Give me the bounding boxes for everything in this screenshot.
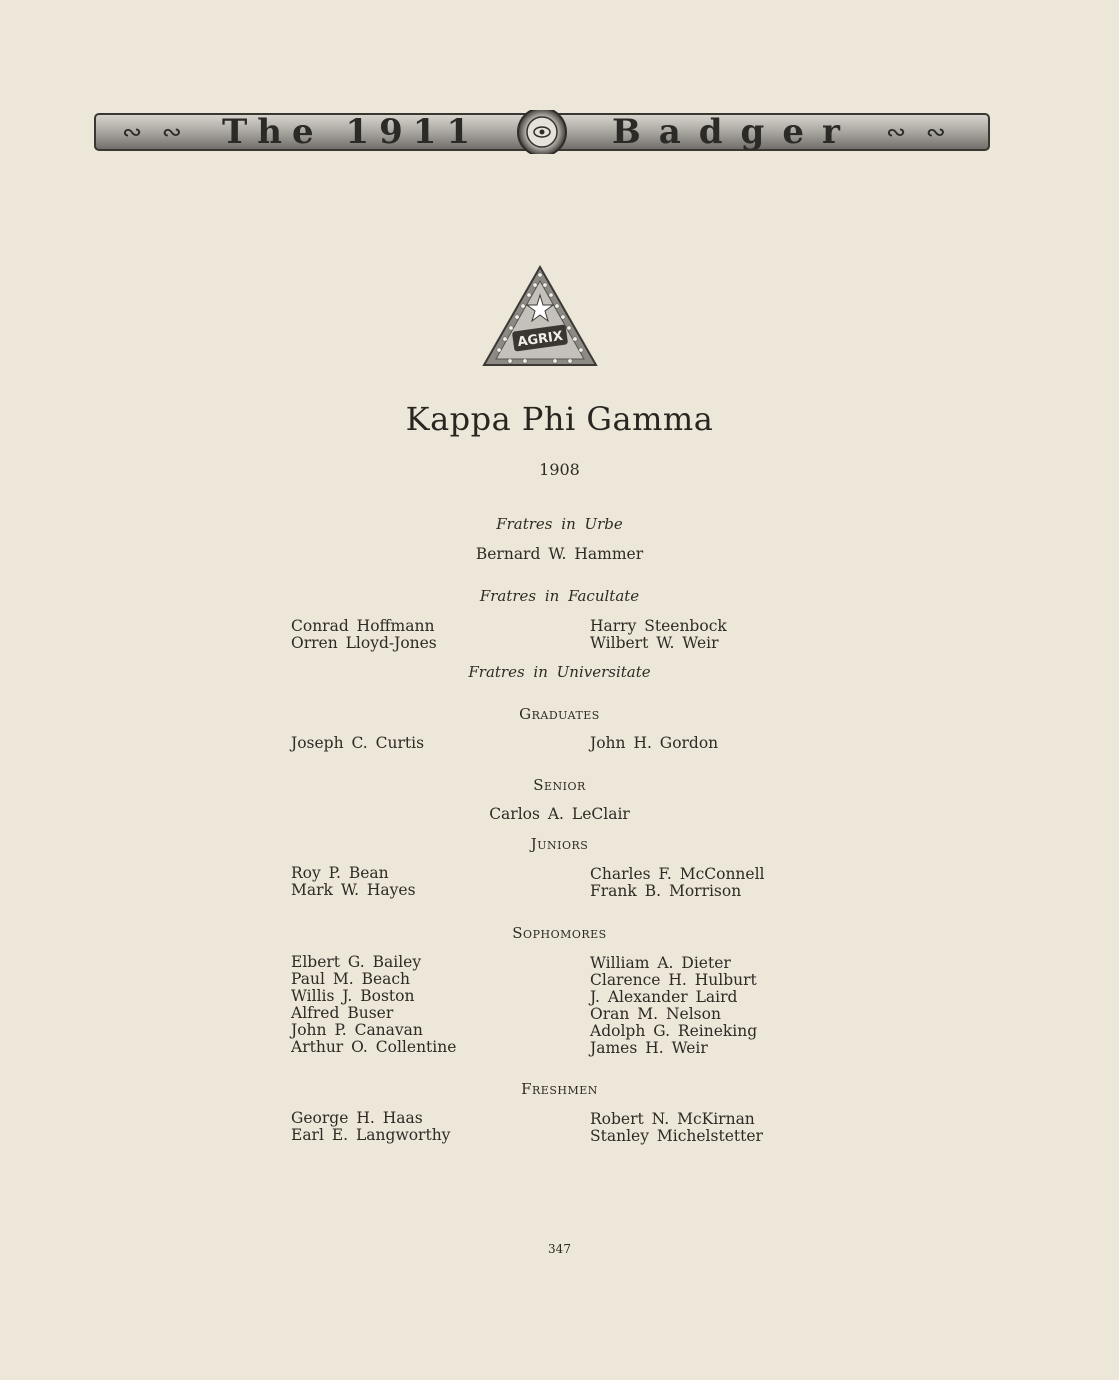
badge-label: AGRIX (516, 328, 564, 351)
class-heading-senior: Senior (533, 776, 586, 794)
page-title: Kappa Phi Gamma (405, 400, 714, 438)
member-name: J. Alexander Laird (590, 988, 738, 1006)
section-heading-universitate: Fratres in Universitate (468, 663, 651, 681)
member-name: Orren Lloyd-Jones (291, 634, 437, 652)
freshmen-right-column (590, 1111, 763, 1145)
member-name: Mark W. Hayes (291, 881, 416, 899)
banner-right-text: Badger (612, 112, 858, 152)
member-name: Oran M. Nelson (590, 1005, 721, 1023)
juniors-right-column (590, 866, 765, 900)
section-heading-facultate: Fratres in Facultate (479, 587, 640, 605)
senior-member: Carlos A. LeClair (489, 805, 630, 823)
banner-left-text: The 1911 (222, 112, 481, 152)
facultate-right-column (590, 618, 727, 652)
sophomores-left-column (291, 954, 456, 1056)
member-name: John P. Canavan (291, 1021, 423, 1039)
member-name: Adolph G. Reineking (590, 1022, 758, 1040)
class-heading-graduates: Graduates (519, 705, 600, 723)
member-name: William A. Dieter (590, 954, 731, 972)
member-name: Charles F. McConnell (590, 865, 765, 883)
flourish-left-icon: ∾ ∾ (122, 118, 188, 146)
member-name: Harry Steenbock (590, 617, 727, 635)
fraternity-badge-icon (480, 265, 600, 369)
member-name: Robert N. McKirnan (590, 1110, 755, 1128)
founding-year: 1908 (539, 460, 580, 479)
flourish-right-icon: ∾ ∾ (886, 118, 952, 146)
facultate-left-column (291, 618, 437, 652)
freshmen-left-column (291, 1110, 450, 1144)
member-name: Stanley Michelstetter (590, 1127, 763, 1145)
member-name: Clarence H. Hulburt (590, 971, 757, 989)
member-name: Joseph C. Curtis (291, 734, 425, 752)
member-name: Arthur O. Collentine (291, 1038, 457, 1056)
member-name: Willis J. Boston (291, 987, 415, 1005)
section-heading-urbe: Fratres in Urbe (496, 515, 623, 533)
member-name: Roy P. Bean (291, 864, 389, 882)
juniors-left-column (291, 865, 416, 899)
sophomores-right-column (590, 955, 757, 1057)
class-heading-freshmen: Freshmen (521, 1080, 598, 1098)
member-name: Paul M. Beach (291, 970, 411, 988)
urbe-member: Bernard W. Hammer (475, 545, 644, 563)
member-name: Conrad Hoffmann (291, 617, 435, 635)
member-name: Alfred Buser (291, 1004, 394, 1022)
header-banner (94, 110, 990, 154)
member-name: Elbert G. Bailey (291, 953, 422, 971)
member-name: Earl E. Langworthy (291, 1126, 451, 1144)
class-heading-sophomores: Sophomores (512, 924, 607, 942)
graduates-left-column (291, 735, 424, 752)
member-name: George H. Haas (291, 1109, 423, 1127)
member-name: Wilbert W. Weir (590, 634, 719, 652)
graduates-right-column (590, 735, 718, 752)
member-name: James H. Weir (590, 1039, 708, 1057)
member-name: Frank B. Morrison (590, 882, 742, 900)
page-number: 347 (548, 1242, 571, 1256)
class-heading-juniors: Juniors (530, 835, 589, 853)
member-name: John H. Gordon (590, 734, 719, 752)
